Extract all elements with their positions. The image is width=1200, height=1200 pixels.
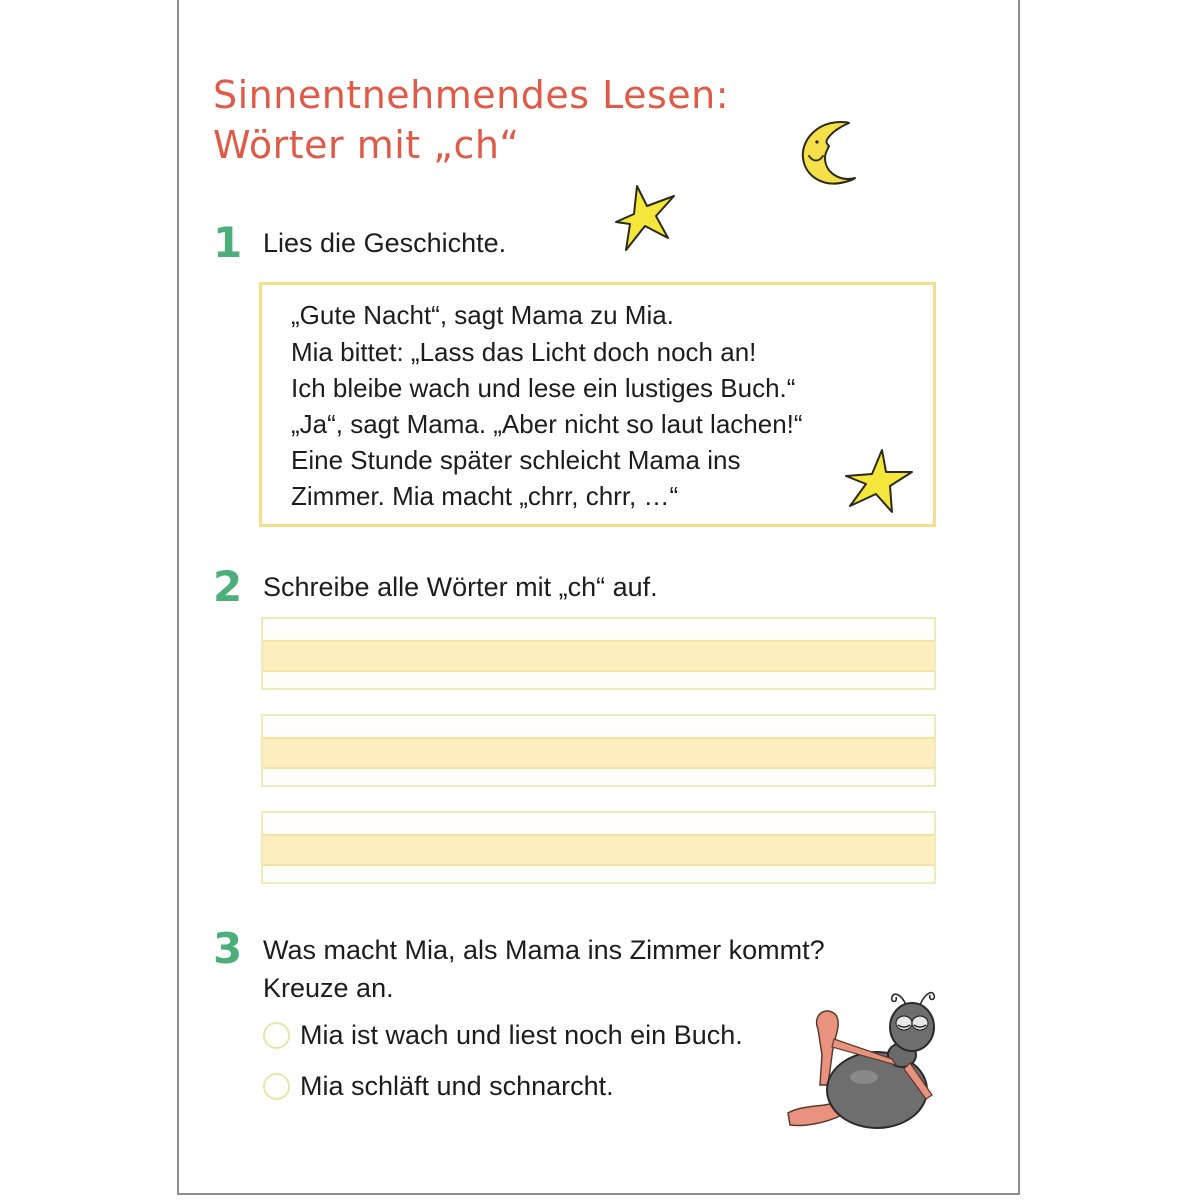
answer-option-2[interactable] xyxy=(263,1068,614,1104)
story-line: Mia bittet: „Lass das Licht doch noch an! xyxy=(291,337,757,367)
task-number-1: 1 xyxy=(213,218,243,267)
answer-checkbox-1[interactable] xyxy=(263,1022,290,1049)
star-icon xyxy=(842,446,916,516)
task-1-instruction: Lies die Geschichte. xyxy=(263,228,507,258)
sleeping-ant-icon xyxy=(782,985,952,1135)
task-3-instruction-line-2: Kreuze an. xyxy=(263,973,394,1003)
writing-band xyxy=(263,834,934,866)
task-2-instruction: Schreibe alle Wörter mit „ch“ auf. xyxy=(263,572,658,602)
title-line-2: Wörter mit „ch“ xyxy=(213,123,520,167)
story-line: Ich bleibe wach und lese ein lustiges Buch.“ xyxy=(291,373,796,403)
answer-option-1[interactable] xyxy=(263,1017,743,1053)
writing-line-3[interactable] xyxy=(261,811,936,884)
task-number-3: 3 xyxy=(213,924,243,973)
story-line: „Gute Nacht“, sagt Mama zu Mia. xyxy=(291,300,674,330)
task-number-2: 2 xyxy=(213,562,243,611)
story-line: Zimmer. Mia macht „chrr, chrr, …“ xyxy=(291,481,679,511)
writing-line-2[interactable] xyxy=(261,714,936,787)
page-title xyxy=(213,70,729,170)
star-icon xyxy=(612,180,686,254)
answer-checkbox-2[interactable] xyxy=(263,1073,290,1100)
writing-line-1[interactable] xyxy=(261,617,936,690)
answer-option-label: Mia ist wach und liest noch ein Buch. xyxy=(300,1020,743,1050)
writing-band xyxy=(263,737,934,769)
moon-icon xyxy=(795,118,861,190)
task-3-instruction-line-1: Was macht Mia, als Mama ins Zimmer kommt? xyxy=(263,935,825,965)
story-line: „Ja“, sagt Mama. „Aber nicht so laut lachen!“ xyxy=(291,409,803,439)
title-line-1: Sinnentnehmendes Lesen: xyxy=(213,73,730,117)
writing-band xyxy=(263,640,934,672)
story-line: Eine Stunde später schleicht Mama ins xyxy=(291,445,741,475)
answer-option-label: Mia schläft und schnarcht. xyxy=(300,1071,614,1101)
